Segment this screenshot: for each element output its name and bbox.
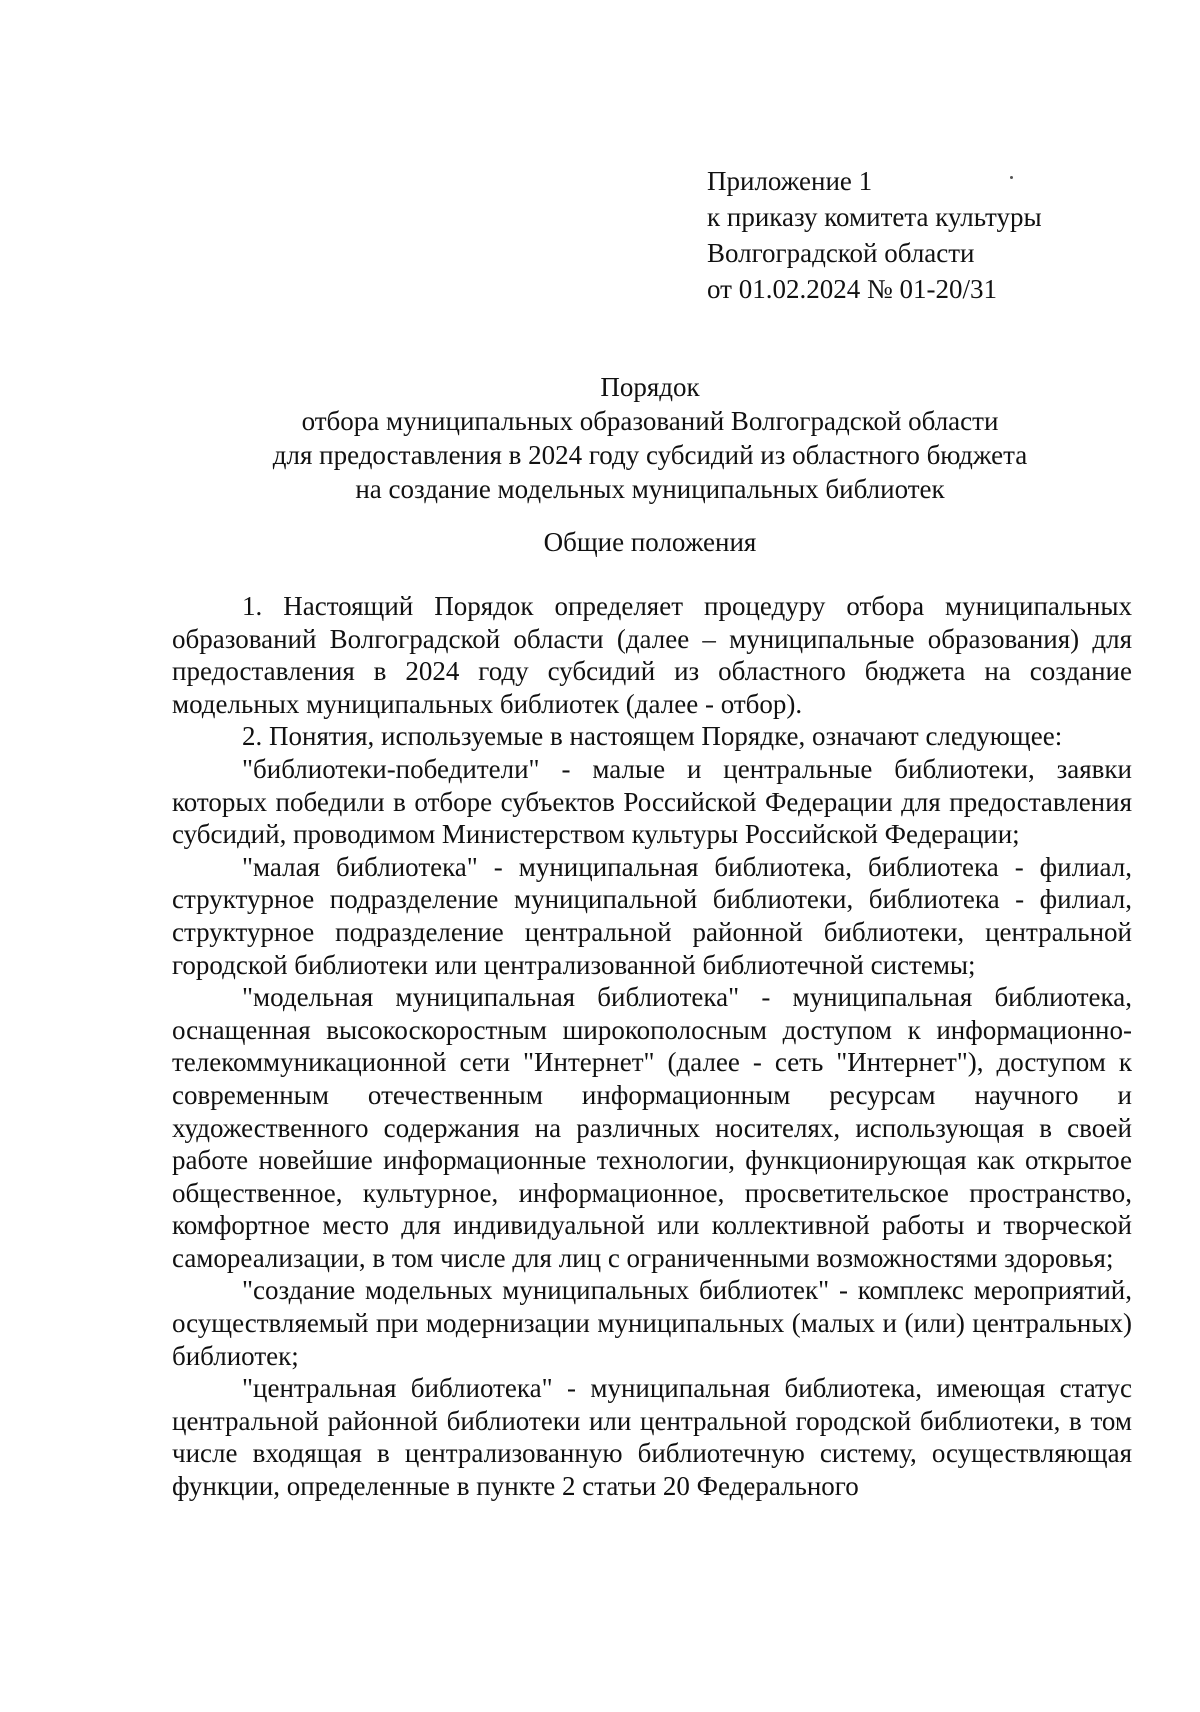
definition-small-library: "малая библиотека" - муниципальная библиотека, библиотека - филиал, структурное подразделение муниципальной библиотеки, библиотека - филиал, структурное подразделение центральной районной библиотеки, центральной городской библиотеки или централизованной библиотечной системы; [172, 851, 1132, 980]
scan-speck [1010, 176, 1013, 179]
definition-winner-libraries: "библиотеки-победители" - малые и центральные библиотеки, заявки которых победили в отборе субъектов Российской Федерации для предоставления субсидий, проводимом Министерством культуры Российской Федерации; [172, 753, 1132, 850]
section-heading: Общие положения [543, 527, 757, 557]
paragraph-2: 2. Понятия, используемые в настоящем Порядке, означают следующее: [242, 721, 1063, 752]
document-body [172, 590, 1132, 1503]
appendix-line-3: Волгоградской области [707, 238, 975, 268]
definition-central-library: "центральная библиотека" - муниципальная библиотека, имеющая статус центральной районной библиотеки или центральной городской библиотеки, в том числе входящая в централизованную библиотечную систему, осуществляющая функции, определенные в пункте 2 статьи 20 Федерального [172, 1373, 1132, 1502]
document-title [170, 370, 1130, 506]
title-line-1: Порядок [600, 372, 700, 402]
title-line-2: отбора муниципальных образований Волгоградской области [301, 406, 999, 436]
definition-model-library: "модельная муниципальная библиотека" - муниципальная библиотека, оснащенная высокоскоростным широкополосным доступом к информационно-телекоммуникационной сети "Интернет" (далее - сеть "Интернет"), доступом к современным отечественным информационным ресурсам научного и художественного содержания на различных носителях, использующая в своей работе новейшие информационные технологии, функционирующая как открытое общественное, культурное, информационное, просветительское пространство, комфортное место для индивидуальной или коллективной работы и творческой самореализации, в том числе для лиц с ограниченными возможностями здоровья; [172, 982, 1132, 1273]
title-line-4: на создание модельных муниципальных библиотек [355, 474, 945, 504]
definition-creating-model-libraries: "создание модельных муниципальных библиотек" - комплекс мероприятий, осуществляемый при модернизации муниципальных (малых и (или) центральных) библиотек; [172, 1275, 1132, 1371]
title-line-3: для предоставления в 2024 году субсидий из областного бюджета [272, 440, 1028, 470]
appendix-line-4: от 01.02.2024 № 01-20/31 [707, 274, 997, 304]
paragraph-1: 1. Настоящий Порядок определяет процедуру отбора муниципальных образований Волгоградской области (далее – муниципальные образования) для предоставления в 2024 году субсидий из областного бюджета на создание модельных муниципальных библиотек (далее - отбор). [172, 591, 1132, 719]
appendix-line-1: Приложение 1 [707, 166, 873, 196]
appendix-line-2: к приказу комитета культуры [707, 202, 1042, 232]
appendix-header [707, 163, 1042, 307]
